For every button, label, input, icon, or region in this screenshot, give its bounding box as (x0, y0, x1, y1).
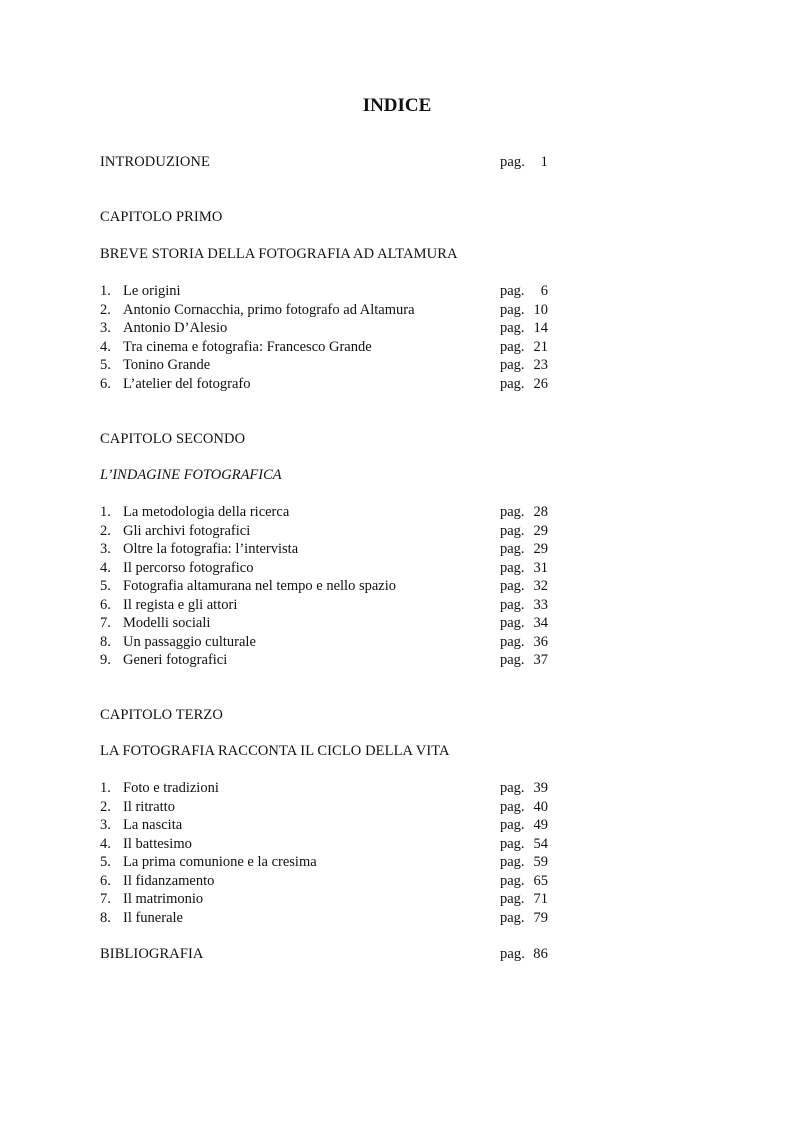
toc-page-number: 21 (533, 338, 548, 355)
chapter-subtitle-label: L’INDAGINE FOTOGRAFICA (100, 467, 282, 483)
toc-entry (100, 798, 560, 817)
pag-label: pag. (500, 780, 525, 796)
toc-entry (100, 909, 560, 928)
toc-entry-number: 6. (100, 596, 111, 613)
toc-entry-label: Modelli sociali (123, 615, 211, 631)
chapter-heading-3 (100, 706, 560, 725)
toc-entry (100, 540, 560, 559)
chapter-subtitle-3 (100, 742, 560, 761)
toc-entry-number: 3. (100, 320, 111, 336)
chapter-subtitle-label: BREVE STORIA DELLA FOTOGRAFIA AD ALTAMURA (100, 246, 458, 262)
toc-page-number: 40 (533, 798, 548, 815)
chapter-subtitle-1 (100, 245, 560, 264)
toc-entry-number: 1. (100, 504, 111, 520)
toc-entry-number: 5. (100, 578, 111, 594)
toc-entry (100, 356, 560, 375)
toc-page-number: 54 (533, 835, 548, 852)
toc-entry (100, 503, 560, 522)
toc-entry-number: 6. (100, 375, 111, 392)
toc-page-number: 33 (533, 596, 548, 613)
toc-entry-label: BIBLIOGRAFIA (100, 946, 204, 962)
toc-entry-number: 8. (100, 633, 111, 650)
toc-page-number: 1 (540, 154, 548, 170)
toc-entry-number: 5. (100, 357, 111, 373)
toc-entry-number: 2. (100, 798, 111, 815)
toc-entry-number: 3. (100, 541, 111, 557)
pag-label: pag. (500, 652, 525, 668)
pag-label: pag. (500, 891, 525, 907)
pag-label: pag. (500, 798, 525, 815)
toc-entry-label: Foto e tradizioni (123, 780, 219, 796)
toc-page-number: 86 (533, 946, 548, 962)
toc-entry-number: 8. (100, 909, 111, 926)
pag-label: pag. (500, 154, 525, 170)
toc-entry (100, 651, 560, 670)
pag-label: pag. (500, 320, 525, 336)
toc-entry-number: 2. (100, 522, 111, 539)
toc-entry (100, 779, 560, 798)
toc-entry (100, 596, 560, 615)
toc-entry-label: L’atelier del fotografo (123, 375, 251, 392)
toc-entry-number: 1. (100, 780, 111, 796)
toc-entry (100, 633, 560, 652)
pag-label: pag. (500, 817, 525, 833)
toc-entry-label: Il ritratto (123, 798, 175, 815)
toc-entry (100, 559, 560, 578)
toc-entry-label: Il fidanzamento (123, 872, 215, 889)
toc-entry-number: 4. (100, 835, 111, 852)
toc-page-number: 28 (533, 504, 548, 520)
chapter-heading-label: CAPITOLO PRIMO (100, 209, 223, 225)
toc-entry-number: 6. (100, 872, 111, 889)
pag-label: pag. (500, 633, 525, 650)
pag-label: pag. (500, 835, 525, 852)
toc-entry (100, 577, 560, 596)
toc-entry-label: La nascita (123, 817, 183, 833)
toc-entry-label: Il matrimonio (123, 891, 204, 907)
toc-page-number: 14 (533, 320, 548, 336)
toc-entry (100, 872, 560, 891)
page-title: INDICE (362, 95, 432, 116)
toc-entry (100, 816, 560, 835)
toc-page-number: 37 (533, 652, 548, 668)
toc-page-number: 79 (533, 909, 548, 926)
pag-label: pag. (500, 946, 525, 962)
toc-page-number: 23 (533, 357, 548, 373)
pag-label: pag. (500, 375, 525, 392)
toc-page-number: 36 (533, 633, 548, 650)
pag-label: pag. (500, 854, 525, 870)
toc-page-number: 32 (533, 578, 548, 594)
toc-entry (100, 522, 560, 541)
chapter-subtitle-2 (100, 466, 560, 485)
toc-entry-number: 1. (100, 283, 111, 299)
toc-entry (100, 890, 560, 909)
toc-page-number: 49 (533, 817, 548, 833)
toc-entry-label: INTRODUZIONE (100, 154, 210, 170)
pag-label: pag. (500, 301, 525, 318)
toc-entry-number: 2. (100, 301, 111, 318)
toc-entry-label: Un passaggio culturale (123, 633, 256, 650)
pag-label: pag. (500, 541, 525, 557)
pag-label: pag. (500, 578, 525, 594)
toc-entry-number: 9. (100, 652, 111, 668)
toc-entry-number: 5. (100, 854, 111, 870)
toc-entry-label: Antonio Cornacchia, primo fotografo ad Altamura (123, 301, 415, 318)
chapter-subtitle-label: LA FOTOGRAFIA RACCONTA IL CICLO DELLA VITA (100, 743, 450, 759)
toc-page-number: 26 (533, 375, 548, 392)
toc-entry (100, 375, 560, 394)
toc-entry-bibliografia (100, 945, 560, 964)
pag-label: pag. (500, 357, 525, 373)
pag-label: pag. (500, 522, 525, 539)
pag-label: pag. (500, 504, 525, 520)
toc-entry (100, 301, 560, 320)
toc-entry-label: Tonino Grande (123, 357, 211, 373)
toc-page-number: 34 (533, 615, 548, 631)
toc-page-number: 29 (533, 522, 548, 539)
toc-page-number: 71 (533, 891, 548, 907)
toc-entry-label: Gli archivi fotografici (123, 522, 251, 539)
chapter-heading-label: CAPITOLO SECONDO (100, 431, 246, 447)
toc-entry-label: Oltre la fotografia: l’intervista (123, 541, 299, 557)
toc-entry (100, 319, 560, 338)
toc-entry-label: Il regista e gli attori (123, 596, 238, 613)
pag-label: pag. (500, 615, 525, 631)
toc-entry-label: La metodologia della ricerca (123, 504, 290, 520)
chapter-heading-2 (100, 430, 560, 449)
chapter-heading-label: CAPITOLO TERZO (100, 707, 223, 723)
toc-entry (100, 338, 560, 357)
toc-entry-label: Il battesimo (123, 835, 192, 852)
pag-label: pag. (500, 872, 525, 889)
toc-page-number: 29 (533, 541, 548, 557)
toc-entry-label: Generi fotografici (123, 652, 228, 668)
toc-entry-label: Antonio D’Alesio (123, 320, 228, 336)
chapter-heading-1 (100, 208, 560, 227)
toc-entry-label: Fotografia altamurana nel tempo e nello spazio (123, 578, 396, 594)
toc-entry (100, 614, 560, 633)
toc-entry (100, 282, 560, 301)
toc-page-number: 65 (533, 872, 548, 889)
pag-label: pag. (500, 559, 525, 576)
pag-label: pag. (500, 596, 525, 613)
pag-label: pag. (500, 283, 525, 299)
toc-entry-label: Il funerale (123, 909, 183, 926)
toc-entry (100, 853, 560, 872)
toc-page-number: 59 (533, 854, 548, 870)
toc-entry-introduzione (100, 153, 560, 172)
toc-entry-label: Tra cinema e fotografia: Francesco Grande (123, 338, 372, 355)
toc-entry-number: 7. (100, 891, 111, 907)
toc-entry (100, 835, 560, 854)
toc-entry-number: 4. (100, 338, 111, 355)
toc-page-number: 10 (533, 301, 548, 318)
toc-entry-label: La prima comunione e la cresima (123, 854, 317, 870)
toc-entry-number: 7. (100, 615, 111, 631)
pag-label: pag. (500, 909, 525, 926)
toc-entry-number: 3. (100, 817, 111, 833)
toc-entry-label: Le origini (123, 283, 181, 299)
toc-entry-number: 4. (100, 559, 111, 576)
toc-page-number: 39 (533, 780, 548, 796)
toc-page-number: 6 (540, 283, 548, 299)
pag-label: pag. (500, 338, 525, 355)
toc-entry-label: Il percorso fotografico (123, 559, 254, 576)
toc-page-number: 31 (533, 559, 548, 576)
